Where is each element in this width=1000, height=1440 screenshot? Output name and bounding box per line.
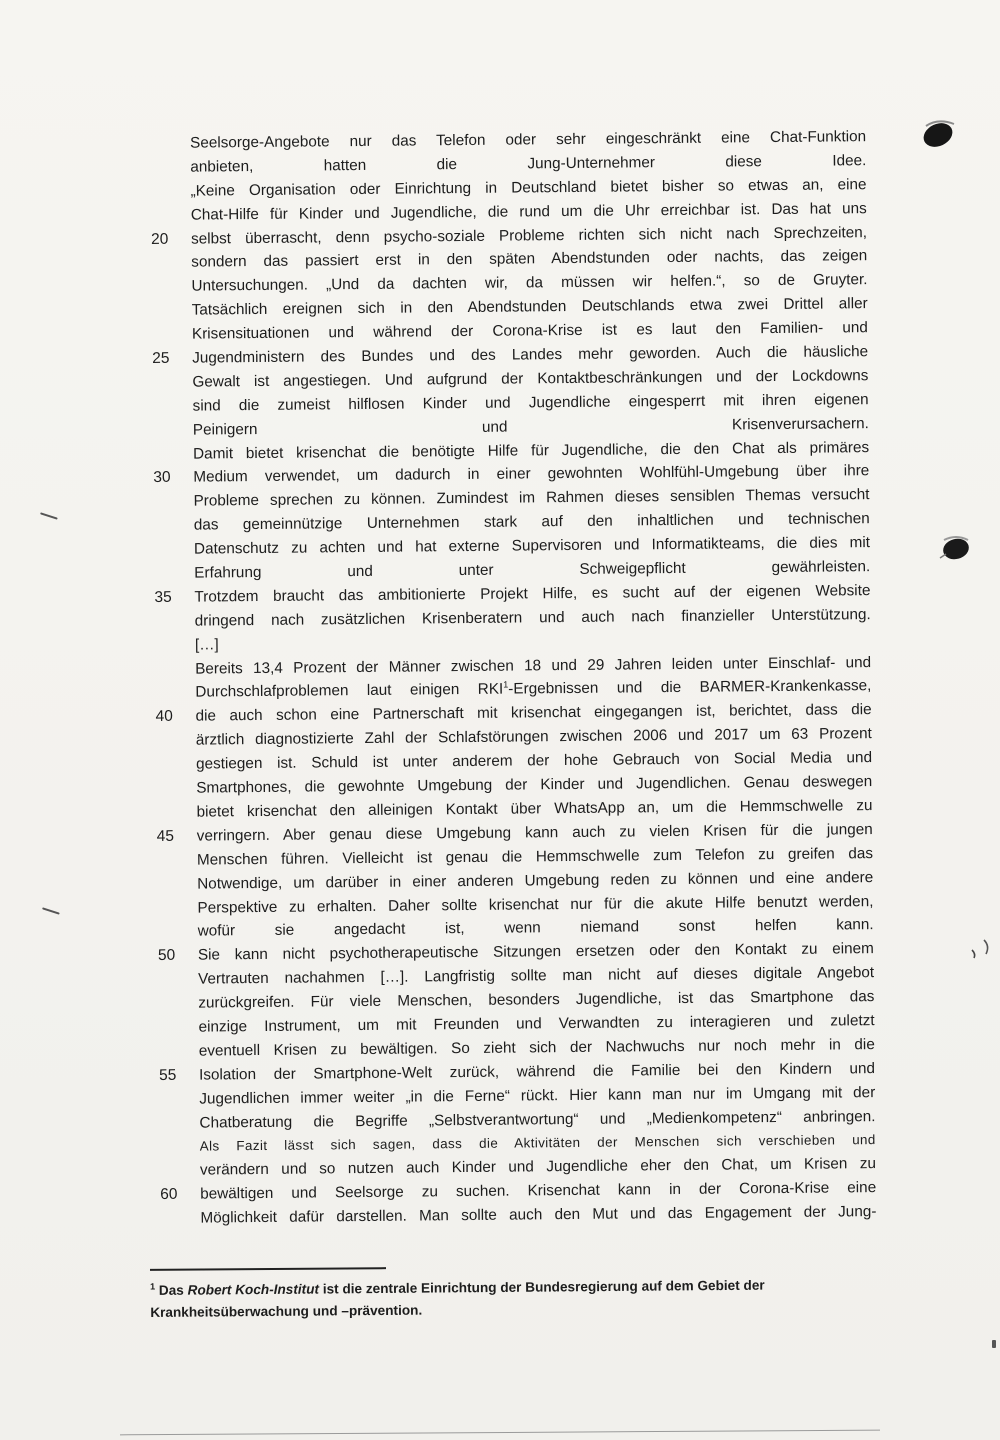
line-text: die auch schon eine Partnerschaft mit krisenchat eingegangen ist, berichtet, dass die xyxy=(195,701,872,725)
line-text: Bereits 13,4 Prozent der Männer zwischen 18 und 29 Jahren leiden unter Einschlaf- und xyxy=(195,653,872,678)
line-text: Seelsorge-Angebote nur das Telefon oder sehr eingeschränkt eine Chat-Funktion xyxy=(190,128,867,152)
line-number: 40 xyxy=(155,708,173,726)
body-text xyxy=(150,125,891,1231)
line-text: Jugendministern des Bundes und des Landes mehr geworden. Auch die häusliche xyxy=(192,343,869,367)
line-number: 25 xyxy=(152,349,170,368)
line-text: Als Fazit lässt sich sagen, dass die Aktivitäten der Menschen sich verschieben und xyxy=(199,1132,876,1154)
line-text: Sie kann nicht psychotherapeutische Sitzungen ersetzen oder den Kontakt zu einem xyxy=(197,940,874,964)
footnote-italic: Robert Koch-Institut xyxy=(187,1281,320,1298)
margin-mark xyxy=(40,512,58,519)
line-number: 55 xyxy=(158,1066,177,1084)
line-text: einzige Instrument, um mit Freunden und Verwandten zu interagieren und zuletzt xyxy=(198,1012,875,1036)
line-number: 35 xyxy=(154,588,172,606)
line-text: Vertrauten nachahmen […]. Langfristig sollte man nicht auf dieses digitale Angebot xyxy=(198,964,875,988)
line-text: Jugendlichen immer weiter „in die Ferne“ rückt. Hier kann man nur im Umgang mit der xyxy=(199,1083,876,1108)
footnote-marker: 1 xyxy=(150,1281,156,1292)
line-number: 30 xyxy=(153,469,171,487)
line-text: eventuell Krisen zu bewältigen. So zieht sich der Nachwuchs nur noch mehr in die xyxy=(198,1035,875,1060)
line-text: anbieten, hatten die Jung-Unternehmer diese Idee. xyxy=(190,152,867,176)
footnote-reference: 1 xyxy=(503,679,509,691)
line-text: verändern und so nutzen auch Kinder und Jugendliche eher den Chat, um Krisen zu xyxy=(199,1155,877,1179)
line-text: Isolation der Smartphone-Welt zurück, während die Familie bei den Kindern und xyxy=(198,1059,876,1084)
footnote-text: ist die zentrale Einrichtung der Bundesregierung auf dem Gebiet der Krankheitsüberwachung und –prävention. xyxy=(150,1277,765,1320)
margin-mark xyxy=(968,936,994,962)
line-text: gestiegen ist. Schuld ist unter anderem der hohe Gebrauch von Social Media und xyxy=(195,749,873,773)
line-text: Smartphones, die gewohnte Umgebung der Kinder und Jugendlichen. Genau deswegen xyxy=(196,773,873,797)
line-text: Untersuchungen. „Und da dachten wir, da müssen wir helfen.“, so de Gruyter. xyxy=(191,271,868,295)
line-number: 45 xyxy=(156,827,175,845)
line-text: Erfahrung und unter Schweigepflicht gewährleisten. xyxy=(194,558,871,582)
line-text: Peinigern und Krisenverursachern. xyxy=(192,414,869,439)
footnote-prefix: Das xyxy=(158,1282,184,1298)
punch-hole-icon xyxy=(936,532,974,564)
line-text: Tatsächlich ereignen sich in den Abendstunden Deutschlands etwa zwei Drittel aller xyxy=(191,295,868,319)
line-text: Chat-Hilfe für Kinder und Jugendliche, die rund um die Uhr erreichbar ist. Das hat uns xyxy=(190,199,867,224)
line-text: Gewalt ist angestiegen. Und aufgrund der Kontaktbeschränkungen und der Lockdowns xyxy=(192,367,869,391)
line-text: ärztlich diagnostizierte Zahl der Schlafstörungen zwischen 2006 und 2017 um 63 Prozent xyxy=(195,725,872,749)
line-text: „Keine Organisation oder Einrichtung in Deutschland bietet bisher so etwas an, eine xyxy=(190,175,867,200)
line-text: Möglichkeit dafür darstellen. Man sollte auch den Mut und das Engagement der Jung- xyxy=(200,1203,877,1227)
line-text: Krisensituationen und während der Corona-Krise ist es laut den Familien- und xyxy=(191,319,868,343)
line-number: 60 xyxy=(160,1185,178,1204)
line-text: das gemeinnützige Unternehmen stark auf den inhaltlichen und technischen xyxy=(193,510,870,534)
margin-mark xyxy=(42,907,60,914)
line-text: bewältigen und Seelsorge zu suchen. Krisenchat kann in der Corona-Krise eine xyxy=(200,1179,877,1203)
line-text: Chatberatung die Begriffe „Selbstverantwortung“ und „Medienkompetenz“ anbringen. xyxy=(199,1107,876,1132)
margin-mark xyxy=(992,1340,996,1348)
footnote xyxy=(150,1274,790,1324)
line-text: Datenschutz zu achten und hat externe Supervisoren und Informatikteams, die dies mit xyxy=(193,534,871,558)
line-text: Medium verwendet, um dadurch in einer gewohnten Wohlfühl-Umgebung über ihre xyxy=(193,462,870,487)
line-text: bietet krisenchat den alleinigen Kontakt über WhatsApp an, um die Hemmschwelle zu xyxy=(196,797,873,821)
line-text: zurückgreifen. Für viele Menschen, besonders Jugendliche, ist das Smartphone das xyxy=(198,988,875,1012)
line-text: Perspektive zu erhalten. Daher sollte krisenchat nur für die akute Hilfe benutzt werden, xyxy=(197,892,874,917)
line-text: Durchschlafproblemen laut einigen RKI$^1$-Ergebnissen und die BARMER-Krankenkasse, xyxy=(195,677,872,702)
line-text: verringern. Aber genau diese Umgebung kann auch zu vielen Krisen für die jungen xyxy=(196,820,873,845)
line-text: Notwendige, um darüber in einer anderen Umgebung reden zu können und eine andere xyxy=(197,868,874,893)
line-number: 20 xyxy=(150,230,169,248)
line-text: Probleme sprechen zu können. Zumindest im Rahmen dieses sensiblen Themas versucht xyxy=(193,486,870,510)
line-text: Damit bietet krisenchat die benötigte Hilfe für Jugendliche, die den Chat als primäres xyxy=(193,438,870,463)
line-text: sind die zumeist hilflosen Kinder und Jugendliche eingesperrt mit ihren eigenen xyxy=(192,390,869,415)
line-number: 50 xyxy=(157,947,176,965)
line-text: sondern das passiert erst in den späten Abendstunden oder nachts, das zeigen xyxy=(191,247,868,272)
line-text: selbst überrascht, denn psycho-soziale Probleme richten sich nicht nach Sprechzeiten, xyxy=(190,223,868,248)
line-text: […] xyxy=(194,636,219,654)
line-text: wofür sie angedacht ist, wenn niemand sonst helfen kann. xyxy=(197,916,874,940)
punch-hole-icon xyxy=(920,116,958,150)
footnote-separator xyxy=(150,1267,386,1270)
line-text: dringend nach zusätzlichen Krisenberatern und auch nach finanzieller Unterstützung. xyxy=(194,605,871,630)
page-edge xyxy=(120,1430,880,1436)
line-text: Menschen führen. Vielleicht ist genau die Hemmschwelle zum Telefon zu greifen das xyxy=(196,844,874,869)
line-text: Trotzdem braucht das ambitionierte Projekt Hilfe, es sucht auf der eigenen Website xyxy=(194,582,871,606)
